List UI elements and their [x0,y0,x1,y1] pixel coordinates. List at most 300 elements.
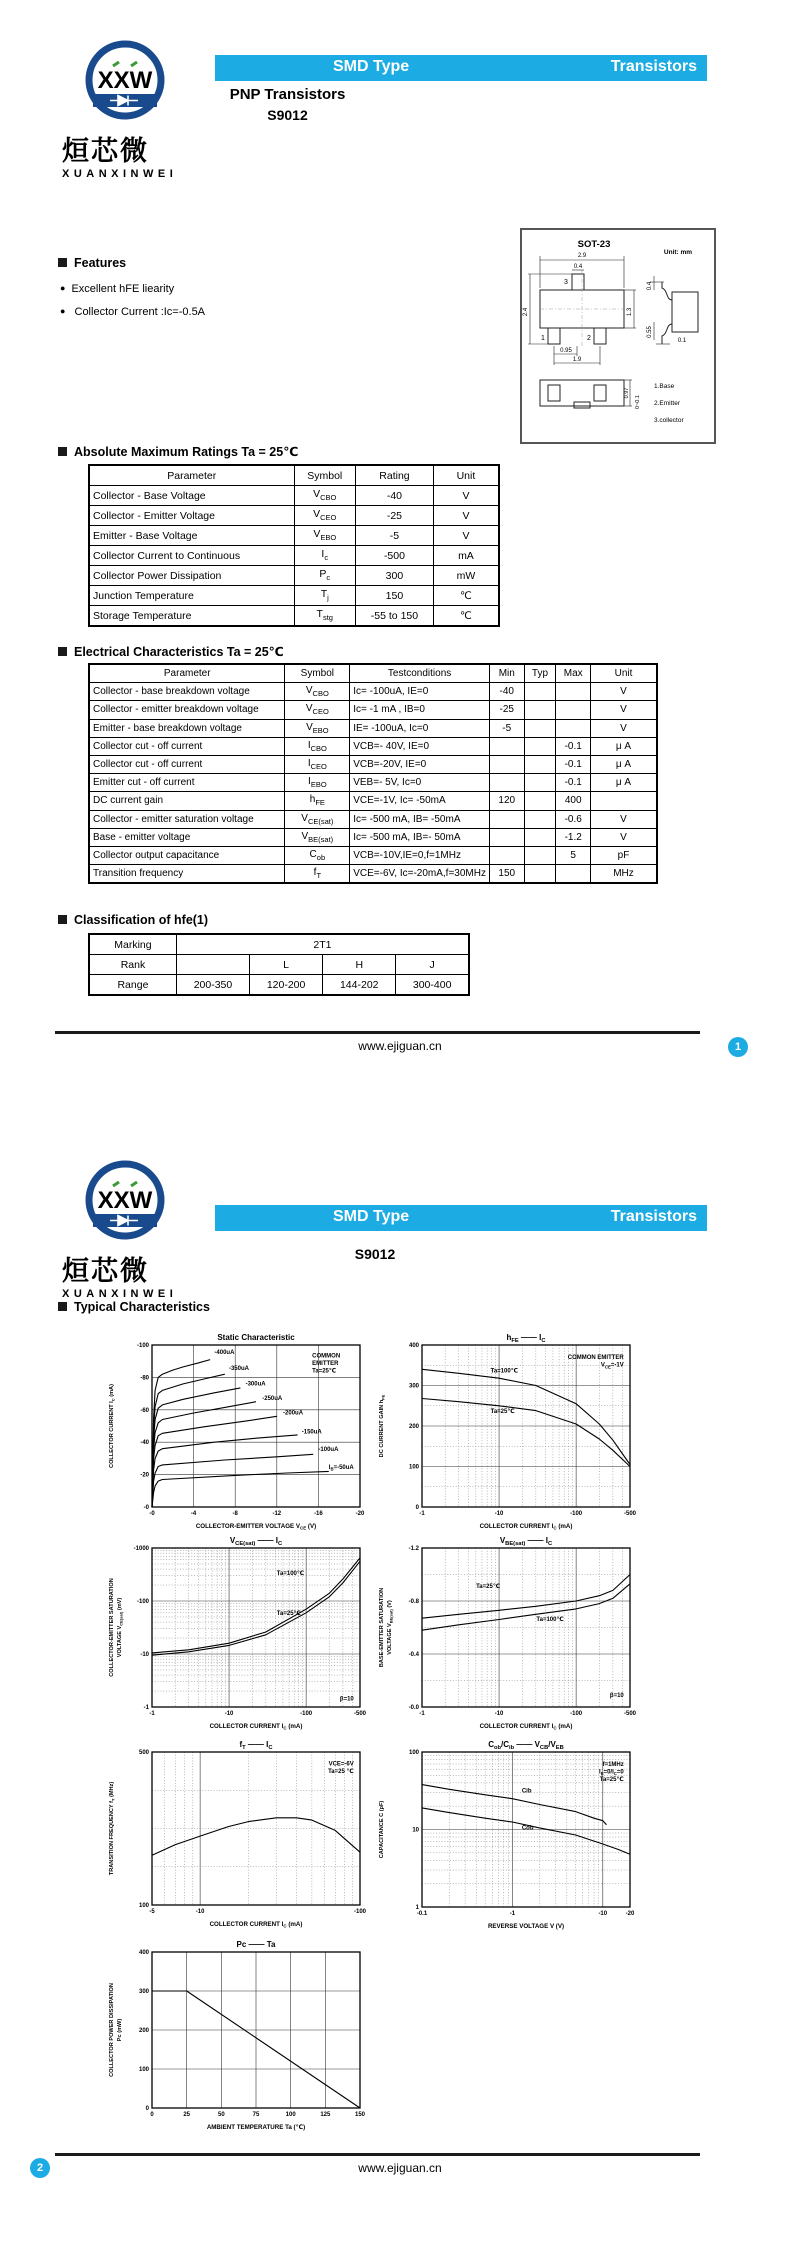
svg-text:BASE-EMITTER SATURATION: BASE-EMITTER SATURATION [379,1587,385,1668]
table-row [89,774,657,792]
abs-max-heading: Absolute Maximum Ratings Ta = 25℃ [58,444,298,459]
table-cell [489,755,524,773]
svg-text:-16: -16 [314,1511,323,1517]
chart-vbe-sat-ic [376,1534,648,1741]
table-cell [524,774,556,792]
svg-text:-0.1: -0.1 [416,1911,428,1917]
svg-text:Ta=25℃: Ta=25℃ [312,1368,337,1375]
elec-heading: Electrical Characteristics Ta = 25℃ [58,644,284,659]
brand-logo-icon [80,1158,170,1246]
svg-text:-100: -100 [570,1511,583,1517]
table-cell [489,810,524,828]
table-cell [524,755,556,773]
table-cell: $I_{CBO}$ [285,737,350,755]
dim-0-95: 0.95 [560,348,572,354]
svg-text:EMITTER: EMITTER [312,1360,339,1367]
table-header-cell: Parameter [89,465,294,486]
table-header-cell: Parameter [89,664,285,683]
brand-logo [62,1158,212,1300]
table-cell: H [323,955,396,975]
table-cell: $V_{CEO}$ [285,701,350,719]
series-Ta100 [152,1558,360,1653]
svg-text:-10: -10 [140,1652,149,1658]
feature-item-1: ● Excellent hFE liearity [60,283,175,295]
table-cell: 300 [356,566,434,586]
table-cell: -0.6 [556,810,591,828]
table-cell: -55 to 150 [356,606,434,627]
table-cell: -5 [489,719,524,737]
table-cell: 200-350 [176,975,249,996]
table-header-cell: Symbol [285,664,350,683]
svg-text:VOLTAGE VCE(sat) (mV): VOLTAGE $V_{CE(sat)}$ (mV) [117,1597,124,1658]
footer-url: www.ejiguan.cn [358,2161,442,2175]
series-Cib [422,1785,607,1825]
svg-text:-10: -10 [195,1909,205,1915]
svg-text:-40: -40 [140,1440,149,1447]
table-cell: Ic= -1 mA , IB=0 [350,701,490,719]
svg-text:COLLECTOR CURRENT IC (mA): COLLECTOR CURRENT $I_C$ (mA) [109,1384,116,1468]
table-cell: -5 [356,526,434,546]
table-row [89,955,469,975]
svg-text:COMMON EMITTER: COMMON EMITTER [567,1355,624,1362]
table-cell [176,955,249,975]
table-row [89,566,499,586]
svg-text:150: 150 [354,2112,366,2118]
table-cell: V [591,683,657,701]
table-cell: 120 [489,792,524,810]
table-cell: Collector - emitter saturation voltage [89,810,285,828]
svg-text:-10: -10 [598,1911,608,1917]
feature-item-2: ● Collector Current :Ic=-0.5A [60,306,206,318]
table-cell: ℃ [433,606,499,627]
table-cell: Ic= -500 mA, IB= -50mA [350,810,490,828]
svg-text:COLLECTOR CURRENT IC (mA): COLLECTOR CURRENT $I_C$ (mA) [209,1921,303,1929]
table-cell: Storage Temperature [89,606,294,627]
table-cell: $h_{FE}$ [285,792,350,810]
table-cell: Emitter - base breakdown voltage [89,719,285,737]
cls-table [88,933,470,996]
dim-0-1: 0.1 [677,338,687,344]
svg-text:200: 200 [408,1424,419,1430]
table-row [89,719,657,737]
svg-text:-100uA: -100uA [318,1447,339,1454]
svg-text:-1: -1 [509,1911,516,1917]
svg-text:COLLECTOR CURRENT IC (mA): COLLECTOR CURRENT $I_C$ (mA) [479,1723,573,1731]
svg-text:VCE(sat) —— IC: $V_{CE(sat)}$ —— $I_C$ [229,1536,283,1548]
footer-rule [55,2153,700,2156]
table-cell: VCE=-6V, Ic=-20mA,f=30MHz [350,865,490,884]
svg-text:-150uA: -150uA [301,1429,322,1436]
table-header-cell: Rating [356,465,434,486]
table-cell: V [433,486,499,506]
svg-text:-0.4: -0.4 [408,1652,419,1658]
svg-text:AMBIENT TEMPERATURE Ta (℃): AMBIENT TEMPERATURE Ta (℃) [206,2124,306,2131]
table-cell: V [433,526,499,546]
table-cell: $V_{EBO}$ [294,526,356,546]
svg-text:500: 500 [138,1750,149,1756]
svg-text:IE=0/IC=0: $I_E=0/I_C=0$ [599,1769,624,1776]
table-cell: mA [433,546,499,566]
page1-subtitle: PNP Transistors [229,86,346,103]
series-Ta100 [422,1369,630,1464]
table-cell: $V_{CE(sat)}$ [285,810,350,828]
logo-xxw-text: XXW [97,67,153,94]
table-cell: -40 [356,486,434,506]
banner-transistors: Transistors [610,58,697,75]
table-cell: 300-400 [396,975,469,996]
table-cell: -0.1 [556,737,591,755]
table-cell: Junction Temperature [89,586,294,606]
svg-text:-500: -500 [623,1511,637,1517]
svg-text:VOLTAGE VBE(sat) (V): VOLTAGE $V_{BE(sat)}$ (V) [387,1600,394,1655]
header-banner [215,55,707,81]
brand-name-cn: 烜芯微 [62,1256,149,1287]
table-row [89,506,499,526]
series-IB-300uA [152,1388,240,1507]
legend-base: 1.Base [654,383,675,390]
page2-part-number: S9012 [354,1246,396,1262]
svg-text:-0: -0 [143,1505,149,1511]
svg-text:100: 100 [285,2112,296,2118]
table-row [89,701,657,719]
table-cell [524,701,556,719]
svg-text:25: 25 [183,2112,191,2118]
table-cell: MHz [591,865,657,884]
table-cell: Collector output capacitance [89,846,285,864]
svg-text:-1000: -1000 [133,1546,149,1552]
table-cell: 150 [489,865,524,884]
svg-text:300: 300 [138,1989,149,1995]
svg-text:fT —— IC: $f_T$ —— $I_C$ [239,1740,273,1752]
table-row [89,755,657,773]
table-row [89,934,469,955]
table-cell: Ic= -100uA, IE=0 [350,683,490,701]
pin-2-label: 2 [587,335,591,342]
table-cell: $I_{CEO}$ [285,755,350,773]
table-cell: $C_{ob}$ [285,846,350,864]
svg-text:0: 0 [415,1505,419,1511]
table-row [89,865,657,884]
page1-part-number: S9012 [267,107,308,123]
table-cell: -0.1 [556,755,591,773]
table-cell [524,792,556,810]
table-row [89,792,657,810]
banner-transistors: Transistors [610,1208,697,1225]
svg-text:Ta=100℃: Ta=100℃ [490,1368,518,1375]
brand-name-en: XUANXINWEI [62,168,178,180]
abs-max-table-wrap [88,464,500,627]
svg-text:-350uA: -350uA [228,1366,249,1373]
dim-0-55: 0.55 [647,326,653,338]
svg-text:-0.0: -0.0 [408,1705,419,1711]
svg-text:-12: -12 [272,1511,282,1517]
svg-text:f=1MHz: f=1MHz [602,1761,624,1768]
table-cell: Collector Current to Continuous [89,546,294,566]
table-row [89,606,499,627]
bullet-icon: ● [60,306,66,316]
table-cell: DC current gain [89,792,285,810]
series-IB-150uA [152,1435,298,1507]
svg-text:-100: -100 [300,1711,313,1717]
table-cell: $V_{CBO}$ [285,683,350,701]
section-square-icon [58,647,67,656]
svg-text:0: 0 [150,2112,154,2118]
brand-logo-icon [80,38,170,126]
table-cell: VCE=-1V, Ic= -50mA [350,792,490,810]
series-Ta25 [422,1399,630,1467]
elec-table-wrap [88,663,658,884]
table-cell: VCB=- 40V, IE=0 [350,737,490,755]
svg-text:COLLECTOR POWER DISSIPATION: COLLECTOR POWER DISSIPATION [109,1983,115,2077]
footer-url: www.ejiguan.cn [358,1039,442,1053]
table-cell: Collector cut - off current [89,755,285,773]
table-cell [524,737,556,755]
svg-text:100: 100 [138,1903,149,1909]
cls-table-wrap [88,933,470,996]
svg-text:COMMON: COMMON [312,1353,341,1360]
brand-name-cn: 烜芯微 [62,136,149,167]
section-square-icon [58,258,67,267]
table-cell: Collector cut - off current [89,737,285,755]
table-row [89,846,657,864]
table-row [89,546,499,566]
table-cell [489,774,524,792]
svg-text:75: 75 [252,2112,260,2118]
svg-text:VCE=-1V: $V_{CE}=-1V$ [600,1362,624,1370]
table-cell: IE= -100uA, Ic=0 [350,719,490,737]
series-Ta25 [422,1575,630,1619]
table-cell: Rank [89,955,176,975]
table-cell: pF [591,846,657,864]
series-fT [152,1818,360,1856]
table-cell [524,865,556,884]
svg-text:400: 400 [138,1950,149,1956]
table-cell: μ A [591,755,657,773]
svg-text:-80: -80 [140,1375,149,1382]
table-cell: VCB=-10V,IE=0,f=1MHz [350,846,490,864]
svg-text:Cob: Cob [521,1825,534,1832]
svg-text:-20: -20 [140,1472,149,1479]
table-cell: Transition frequency [89,865,285,884]
dim-2-9: 2.9 [577,253,587,259]
package-name: SOT-23 [577,239,611,250]
banner-smd-type: SMD Type [333,58,410,75]
svg-text:-4: -4 [190,1511,197,1517]
dim-0-4: 0.4 [573,264,583,270]
table-cell [489,846,524,864]
table-cell: V [591,701,657,719]
table-cell: Ic= -500 mA, IB=- 50mA [350,828,490,846]
logo-xxw-text: XXW [97,1187,153,1214]
svg-text:hFE —— IC: $h_{FE}$ —— $I_C$ [506,1333,546,1345]
svg-text:COLLECTOR CURRENT IC (mA): COLLECTOR CURRENT $I_C$ (mA) [479,1523,573,1531]
series-Ta25 [152,1561,360,1655]
table-header-row [89,465,499,486]
svg-text:400: 400 [408,1343,419,1349]
table-row [89,828,657,846]
svg-text:100: 100 [408,1464,419,1471]
table-header-cell: Testconditions [350,664,490,683]
series-IB-50uA [152,1471,329,1507]
table-cell [524,683,556,701]
page-number-badge: 2 [30,2158,50,2178]
legend-collector: 3.collector [654,417,684,424]
svg-text:VCE=-6V: VCE=-6V [328,1761,354,1768]
svg-text:Ta=25℃: Ta=25℃ [599,1776,624,1783]
table-cell: VCB=-20V, IE=0 [350,755,490,773]
table-cell [489,737,524,755]
svg-text:COLLECTOR-EMITTER VOLTAGE VC: COLLECTOR-EMITTER VOLTAGE $V_{CE}$ (V) [195,1523,317,1531]
svg-text:200: 200 [138,2028,149,2034]
pin-1-label: 1 [541,335,545,342]
table-cell: -500 [356,546,434,566]
svg-text:-400uA: -400uA [214,1349,235,1356]
table-cell: $f_T$ [285,865,350,884]
banner-smd-type: SMD Type [333,1208,410,1225]
table-cell: VEB=- 5V, Ic=0 [350,774,490,792]
chart-hfe-ic [376,1331,648,1541]
svg-text:TRANSITION FREQUENCY fT (M: TRANSITION FREQUENCY $f_T$ (MHz) [109,1781,116,1876]
table-cell: Collector - Base Voltage [89,486,294,506]
svg-text:-0: -0 [149,1511,155,1517]
svg-text:COLLECTOR CURRENT IC (mA): COLLECTOR CURRENT $I_C$ (mA) [209,1723,303,1731]
table-cell: mW [433,566,499,586]
svg-text:125: 125 [320,2112,331,2118]
svg-text:-500: -500 [623,1711,637,1717]
pin-3-label: 3 [564,279,568,286]
table-cell: $V_{EBO}$ [285,719,350,737]
features-heading: Features [58,256,126,270]
table-cell [556,719,591,737]
svg-text:Ta=100℃: Ta=100℃ [536,1617,564,1624]
table-cell: -1.2 [556,828,591,846]
table-cell: Base - emitter voltage [89,828,285,846]
table-header-cell: Unit [433,465,499,486]
svg-text:β=10: β=10 [609,1693,624,1700]
typical-characteristics-heading: Typical Characteristics [58,1300,210,1314]
dim-0-0-1: 0~0.1 [635,395,641,409]
svg-text:Static Characteristic: Static Characteristic [217,1333,295,1342]
package-outline-box [520,228,716,444]
table-cell: Collector - base breakdown voltage [89,683,285,701]
table-cell: $T_j$ [294,586,356,606]
svg-text:IB=-50uA: $I_B=-50uA$ [328,1464,354,1472]
table-cell: 5 [556,846,591,864]
svg-text:-200uA: -200uA [283,1410,304,1417]
svg-text:REVERSE VOLTAGE V (V): REVERSE VOLTAGE V (V) [487,1923,565,1930]
svg-text:1: 1 [415,1905,419,1911]
table-cell [556,865,591,884]
svg-text:CAPACITANCE C (pF): CAPACITANCE C (pF) [379,1800,385,1859]
svg-text:Ta=25℃: Ta=25℃ [276,1610,301,1617]
table-cell: -25 [356,506,434,526]
svg-text:-100: -100 [353,1909,367,1915]
svg-text:-5: -5 [149,1909,155,1915]
svg-text:Ta=100℃: Ta=100℃ [276,1571,305,1578]
svg-text:COLLECTOR-EMITTER SATURATION: COLLECTOR-EMITTER SATURATION [109,1578,115,1677]
svg-text:-1: -1 [143,1705,149,1711]
table-cell [524,846,556,864]
table-cell: Range [89,975,176,996]
package-unit: Unit: mm [663,249,693,256]
chart-ft-ic [106,1738,378,1939]
table-cell: J [396,955,469,975]
table-row [89,683,657,701]
table-cell: Collector - Emitter Voltage [89,506,294,526]
table-header-cell: Typ [524,664,556,683]
table-cell [556,701,591,719]
table-cell: V [591,719,657,737]
svg-text:-60: -60 [140,1407,149,1414]
series-IB-250uA [152,1402,256,1507]
dim-1-9: 1.9 [572,357,582,363]
svg-text:-300uA: -300uA [245,1381,266,1388]
table-header-cell: Symbol [294,465,356,486]
table-cell: 150 [356,586,434,606]
table-cell: $V_{CBO}$ [294,486,356,506]
bullet-icon: ● [60,283,66,293]
table-cell [489,828,524,846]
dim-0-97: 0.97 [624,387,630,399]
table-cell: 2T1 [176,934,469,955]
table-cell: $I_c$ [294,546,356,566]
table-cell: Collector Power Dissipation [89,566,294,586]
svg-text:DC CURRENT GAIN hFE: DC CURRENT GAIN $h_{FE}$ [379,1394,386,1458]
table-header-cell: Unit [591,664,657,683]
svg-text:-10: -10 [494,1511,504,1517]
series-IB-400uA [152,1360,210,1507]
svg-text:-10: -10 [224,1711,234,1717]
svg-text:-100: -100 [136,1599,149,1605]
table-cell [524,810,556,828]
svg-text:-20: -20 [355,1511,365,1517]
table-cell [591,792,657,810]
abs-max-table [88,464,500,627]
table-cell [524,828,556,846]
table-cell: Marking [89,934,176,955]
legend-emitter: 2.Emitter [654,400,681,407]
table-header-cell: Min [489,664,524,683]
svg-text:-20: -20 [625,1911,635,1917]
table-row [89,810,657,828]
table-cell: V [591,828,657,846]
chart-pc-ta [106,1938,378,2142]
table-cell: V [591,810,657,828]
table-cell: Emitter cut - off current [89,774,285,792]
table-row [89,486,499,506]
header-banner [215,1205,707,1231]
table-cell [524,719,556,737]
table-cell: $T_{stg}$ [294,606,356,627]
svg-text:Ta=25℃: Ta=25℃ [476,1583,501,1590]
series-IB-200uA [152,1416,277,1507]
svg-text:VBE(sat) —— IC: $V_{BE(sat)}$ —— $I_C$ [499,1536,553,1548]
table-cell: -40 [489,683,524,701]
footer-rule [55,1031,700,1034]
svg-text:-500: -500 [353,1711,367,1717]
table-cell: L [250,955,323,975]
svg-text:-1.2: -1.2 [408,1546,419,1552]
svg-text:Ta=25 ℃: Ta=25 ℃ [328,1769,354,1776]
chart-static-characteristic [106,1331,378,1541]
svg-text:100: 100 [408,1750,419,1756]
svg-text:50: 50 [217,2112,225,2118]
brand-name-en: XUANXINWEI [62,1288,178,1300]
table-row [89,586,499,606]
table-header-row [89,664,657,683]
svg-text:Pc (mW): Pc (mW) [117,2018,123,2042]
svg-text:Pc —— Ta: Pc —— Ta [236,1940,276,1949]
